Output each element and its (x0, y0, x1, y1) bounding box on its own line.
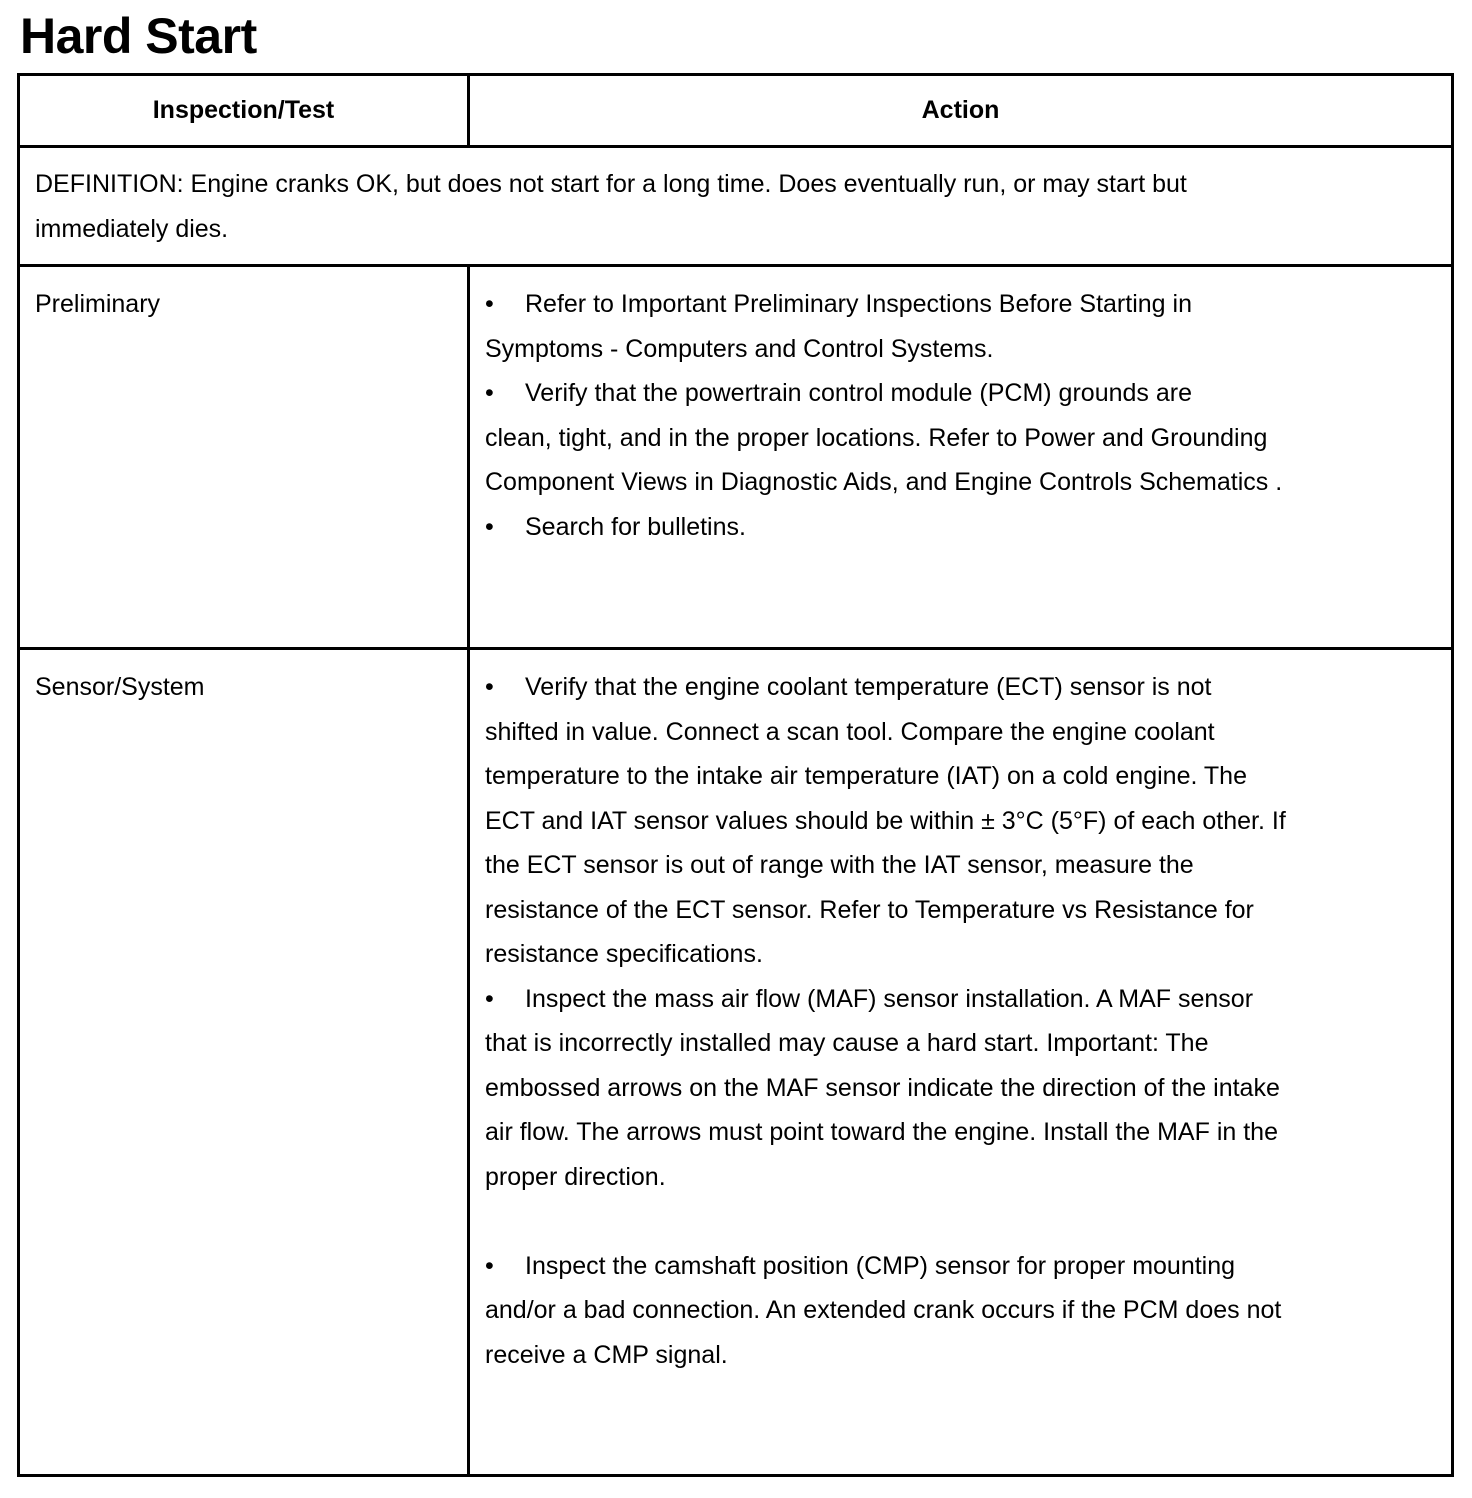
action-line (485, 977, 1425, 1022)
header-inspection-test: Inspection/Test (152, 96, 335, 124)
action-text: resistance specifications. (485, 940, 763, 968)
action-line (485, 799, 1425, 844)
bullet-marker: • (485, 379, 494, 407)
action-line (485, 505, 1425, 550)
action-line (485, 1288, 1425, 1333)
action-line (485, 888, 1425, 933)
definition-line: DEFINITION: Engine cranks OK, but does not start for a long time. Does eventually run, or may start but (35, 170, 1187, 198)
action-line (485, 932, 1425, 977)
action-line (485, 1021, 1425, 1066)
definition-cell (35, 162, 1435, 251)
action-text: air flow. The arrows must point toward the engine. Install the MAF in the (485, 1118, 1278, 1146)
page-title: Hard Start (20, 8, 257, 64)
row-divider (20, 647, 1451, 650)
action-line (485, 416, 1425, 461)
blank-line (485, 1199, 1425, 1244)
row-label-sensor-system: Sensor/System (35, 673, 205, 701)
action-text: Search for bulletins. (525, 512, 746, 541)
header-divider (20, 145, 1451, 148)
action-text: Inspect the mass air flow (MAF) sensor installation. A MAF sensor (525, 984, 1254, 1013)
action-line (485, 371, 1425, 416)
bullet-marker: • (485, 984, 494, 1013)
action-text: clean, tight, and in the proper locations. Refer to Power and Grounding (485, 423, 1268, 452)
action-line (485, 710, 1425, 755)
action-text: Verify that the powertrain control module (PCM) grounds are (525, 379, 1192, 407)
action-text: resistance of the ECT sensor. Refer to Temperature vs Resistance for (485, 895, 1254, 924)
action-text: Symptoms - Computers and Control Systems. (485, 334, 994, 363)
action-line (485, 754, 1425, 799)
action-line (485, 460, 1425, 505)
action-line (485, 665, 1425, 710)
bullet-marker: • (485, 290, 494, 318)
action-text: shifted in value. Connect a scan tool. Compare the engine coolant (485, 717, 1215, 746)
bullet-marker: • (485, 673, 494, 701)
action-text: Verify that the engine coolant temperature (ECT) sensor is not (525, 673, 1212, 701)
definition-line: immediately dies. (35, 214, 229, 243)
action-cell-sensor-system (485, 665, 1425, 1377)
header-action: Action (921, 96, 1000, 124)
action-text: the ECT sensor is out of range with the IAT sensor, measure the (485, 851, 1194, 879)
action-text: that is incorrectly installed may cause a hard start. Important: The (485, 1029, 1209, 1057)
body-column-divider (467, 264, 470, 1477)
action-line (485, 1110, 1425, 1155)
bullet-marker: • (485, 512, 494, 541)
action-line (485, 282, 1425, 327)
action-line (485, 1333, 1425, 1378)
action-line (485, 1155, 1425, 1200)
action-text: Inspect the camshaft position (CMP) sensor for proper mounting (525, 1251, 1236, 1280)
action-text: temperature to the intake air temperature (IAT) on a cold engine. The (485, 762, 1247, 790)
action-text: Component Views in Diagnostic Aids, and Engine Controls Schematics . (485, 468, 1283, 496)
definition-divider (20, 264, 1451, 267)
action-cell-preliminary (485, 282, 1425, 549)
action-text: embossed arrows on the MAF sensor indicate the direction of the intake (485, 1073, 1280, 1102)
action-text: receive a CMP signal. (485, 1340, 728, 1369)
action-line (485, 1244, 1425, 1289)
row-label-preliminary: Preliminary (35, 290, 161, 318)
bullet-marker: • (485, 1251, 494, 1280)
action-line (485, 843, 1425, 888)
action-text: and/or a bad connection. An extended crank occurs if the PCM does not (485, 1296, 1282, 1324)
action-text: ECT and IAT sensor values should be within ± 3°C (5°F) of each other. If (485, 806, 1286, 835)
action-line (485, 327, 1425, 372)
action-text: Refer to Important Preliminary Inspections Before Starting in (525, 290, 1192, 318)
action-text: proper direction. (485, 1162, 666, 1191)
action-line (485, 1066, 1425, 1111)
inspection-table (17, 73, 1454, 1477)
